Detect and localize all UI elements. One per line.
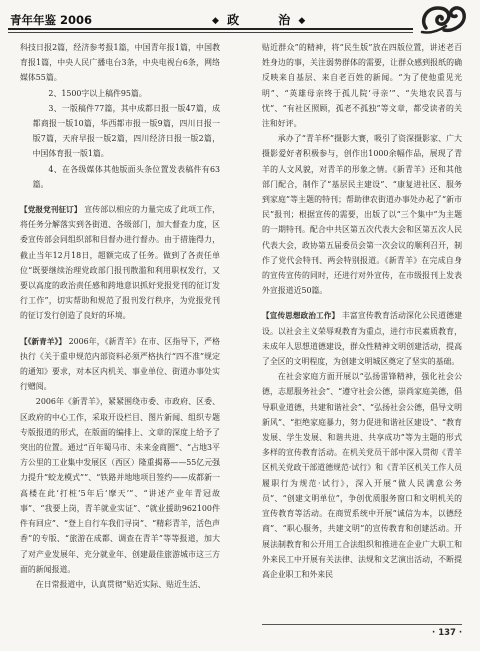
paragraph: 科技日报2篇，经济参考报1篇，中国青年报1篇，中国教育报1篇，中央人民广播电台3条，中央电视台6条，网络媒体55篇。 [20,43,220,83]
yearbook-title: 青年年鉴 2006 [10,13,93,27]
page-number: · 137 · [432,628,463,638]
section-body: 宣传部以相应的力量完成了此项工作，将任务分解落实到各街道、各级部门，加大督查力度，区委宣传部会同组织部和目督办进行督办。由于措施得力，截止当年12月18日，超额完成了任务。做到了各责任单位“既要继续治理党政部门报刊散滥和利用职权发行，又要以高度的政治责任感和跨地意识抓好党报党刊的征订发行工作”，切实帮助和规范了报刊发行秩序，为党报党刊的征订发行创造了良好的环境。 [20,205,220,321]
paragraph: 2006年《新青羊》，紧紧围绕市委、市政府、区委、区政府的中心工作，采取开设栏目、图片新闻、组织专题专版报道的形式，在版面的编排上、文章的深度上给予了突出的位置。通过“百年蜀马市、未来金商圈”、“占地3平方公里的工业集中发展区（西区）隆重揭幕——55亿元强力提升“蛟龙模式””、“铁路并地地项目签约——成都新一高楼在此‘打桩’5年后‘摩天’”、“讲述产业年青冠故事”、“我要上岗，青羊就业实证”、“就业援助962100件件有回应”、“登上自行车我们寻岗”、“精彩青羊，活色声香”的专版、“旅游在成都、调查在青羊”等等报道，加大了对产业发展年、充分就业年、创建最佳旅游城市这三方面的新闻报道。 [20,397,220,574]
section-heading: 【宣传思想政治工作】 [262,311,340,321]
section-body: 2006年，《新青羊》在市、区指导下，严格执行《关于重申规范内部资料必须严格执行“四不准”规定的通知》要求，对本区内机关、事业单位、街道办事处实行赠阅。 [20,336,220,392]
diamond-icon: ◆ [212,16,221,26]
footer-rule [262,624,462,625]
section-body: 丰富宣传教育活动深化公民道德建设。以社会主义荣辱观教育为重点，进行市民素质教育，未成年人思想道德建设，群众性精神文明创建活动，提高了全区的文明程度，为创建文明城区奠定了坚实的基础。 [262,311,462,367]
section-char-2: 治 [278,13,293,27]
paragraph: 承办了“青羊杯”摄影大赛，吸引了资深摄影家、广大摄影爱好者积极参与，创作出1000余幅作品，展现了青羊的人文风貌，对青羊的形象之情。《新青羊》还和其他部门配合，制作了“基层民主建设”、“康复进社区、服务到家庭”等主题的特刊；帮助律农街道办事处办起了“新市民”报刊；根据宣传的需要，出版了以“三个集中”为主题的一期特刊。配合中共区第五次代表大会和区第五次人民代表大会，政协第五届委员会第一次会议的顺利召开，制作了党代会特刊、两会特别报道。《新青羊》在完成自身的宣传宣传的同时，还进行对外宣传，在市级报刊上发表外宣报道近50篇。 [262,134,462,296]
header-rule-thin [8,32,413,33]
section-party-subscription [20,202,220,324]
paragraph: 在日常报道中，认真贯彻“贴近实际、贴近生活、 [35,579,206,589]
section-new-qingyang [20,334,220,395]
section-propaganda-work [262,308,462,369]
list-item: 3、一版稿件77篇，其中成都日报一版47篇，成都商报一版10篇，华西都市报一版9篇，四川日报一版7篇，天府早报一版2篇，四川经济日报一版2篇，中国体育报一版1篇。 [32,103,220,159]
right-column [262,40,462,620]
swirl-logo-icon [418,2,470,36]
list-item: 2、1500字以上稿件95篇。 [48,88,147,98]
diamond-icon: ◆ [298,16,308,26]
section-char-1: 政 [227,13,242,27]
paragraph: 贴近群众”的精神，将“民生版”放在四版位置，讲述老百姓身边的事，关注弱势群体的需要，让群众感到报纸的确反映来自基层、来自老百姓的新闻。“为了使他重见光明”、“英雄母亲终于孤儿院‘寻亲’”、“失地农民喜与忧”、“有社区照顾，孤老不孤独”等文章，都受读者的关注和好评。 [262,43,462,129]
list-item: 4、在各级媒体其他版面头条位置发表稿件有63篇。 [32,164,220,189]
left-column [20,40,220,620]
header-rule [8,28,413,30]
section-title [212,11,307,28]
section-heading: 【《新青羊》】 [20,336,67,346]
paragraph: 在社会家庭方面开展以“弘扬雷锋精神，强化社会公德，志愿服务社会”、“遵守社会公德，崇尚家庭美德，倡导职业道德，共建和谐社会”、“弘扬社会公德，倡导文明新风”、“拒绝家庭暴力，努力促进和谐社区建设”、“教育发展、学生发展、和谐共进、共享成功”等为主题的形式多样的宣传教育活动。在机关党员干部中深入贯彻《青羊区机关党政干部道德规范·试行》和《青羊区机关工作人员履职行为规范·试行》，深入开展“做人民满意公务员”、“创建文明单位”，争创优质服务窗口和文明机关的宣传教育等活动。在商贸系统中开展“诚信为本，以德经商”、“职心服务，共建文明”的宣传教育和创建活动。开展法制教育和公开用工合法组织和推进在企业广大职工和外来民工中开展有关法律、法规和文艺演出活动，不断提高企业职工和外来民 [262,372,462,579]
page-header [0,0,480,34]
section-heading: 【党报党刊征订】 [20,205,82,215]
